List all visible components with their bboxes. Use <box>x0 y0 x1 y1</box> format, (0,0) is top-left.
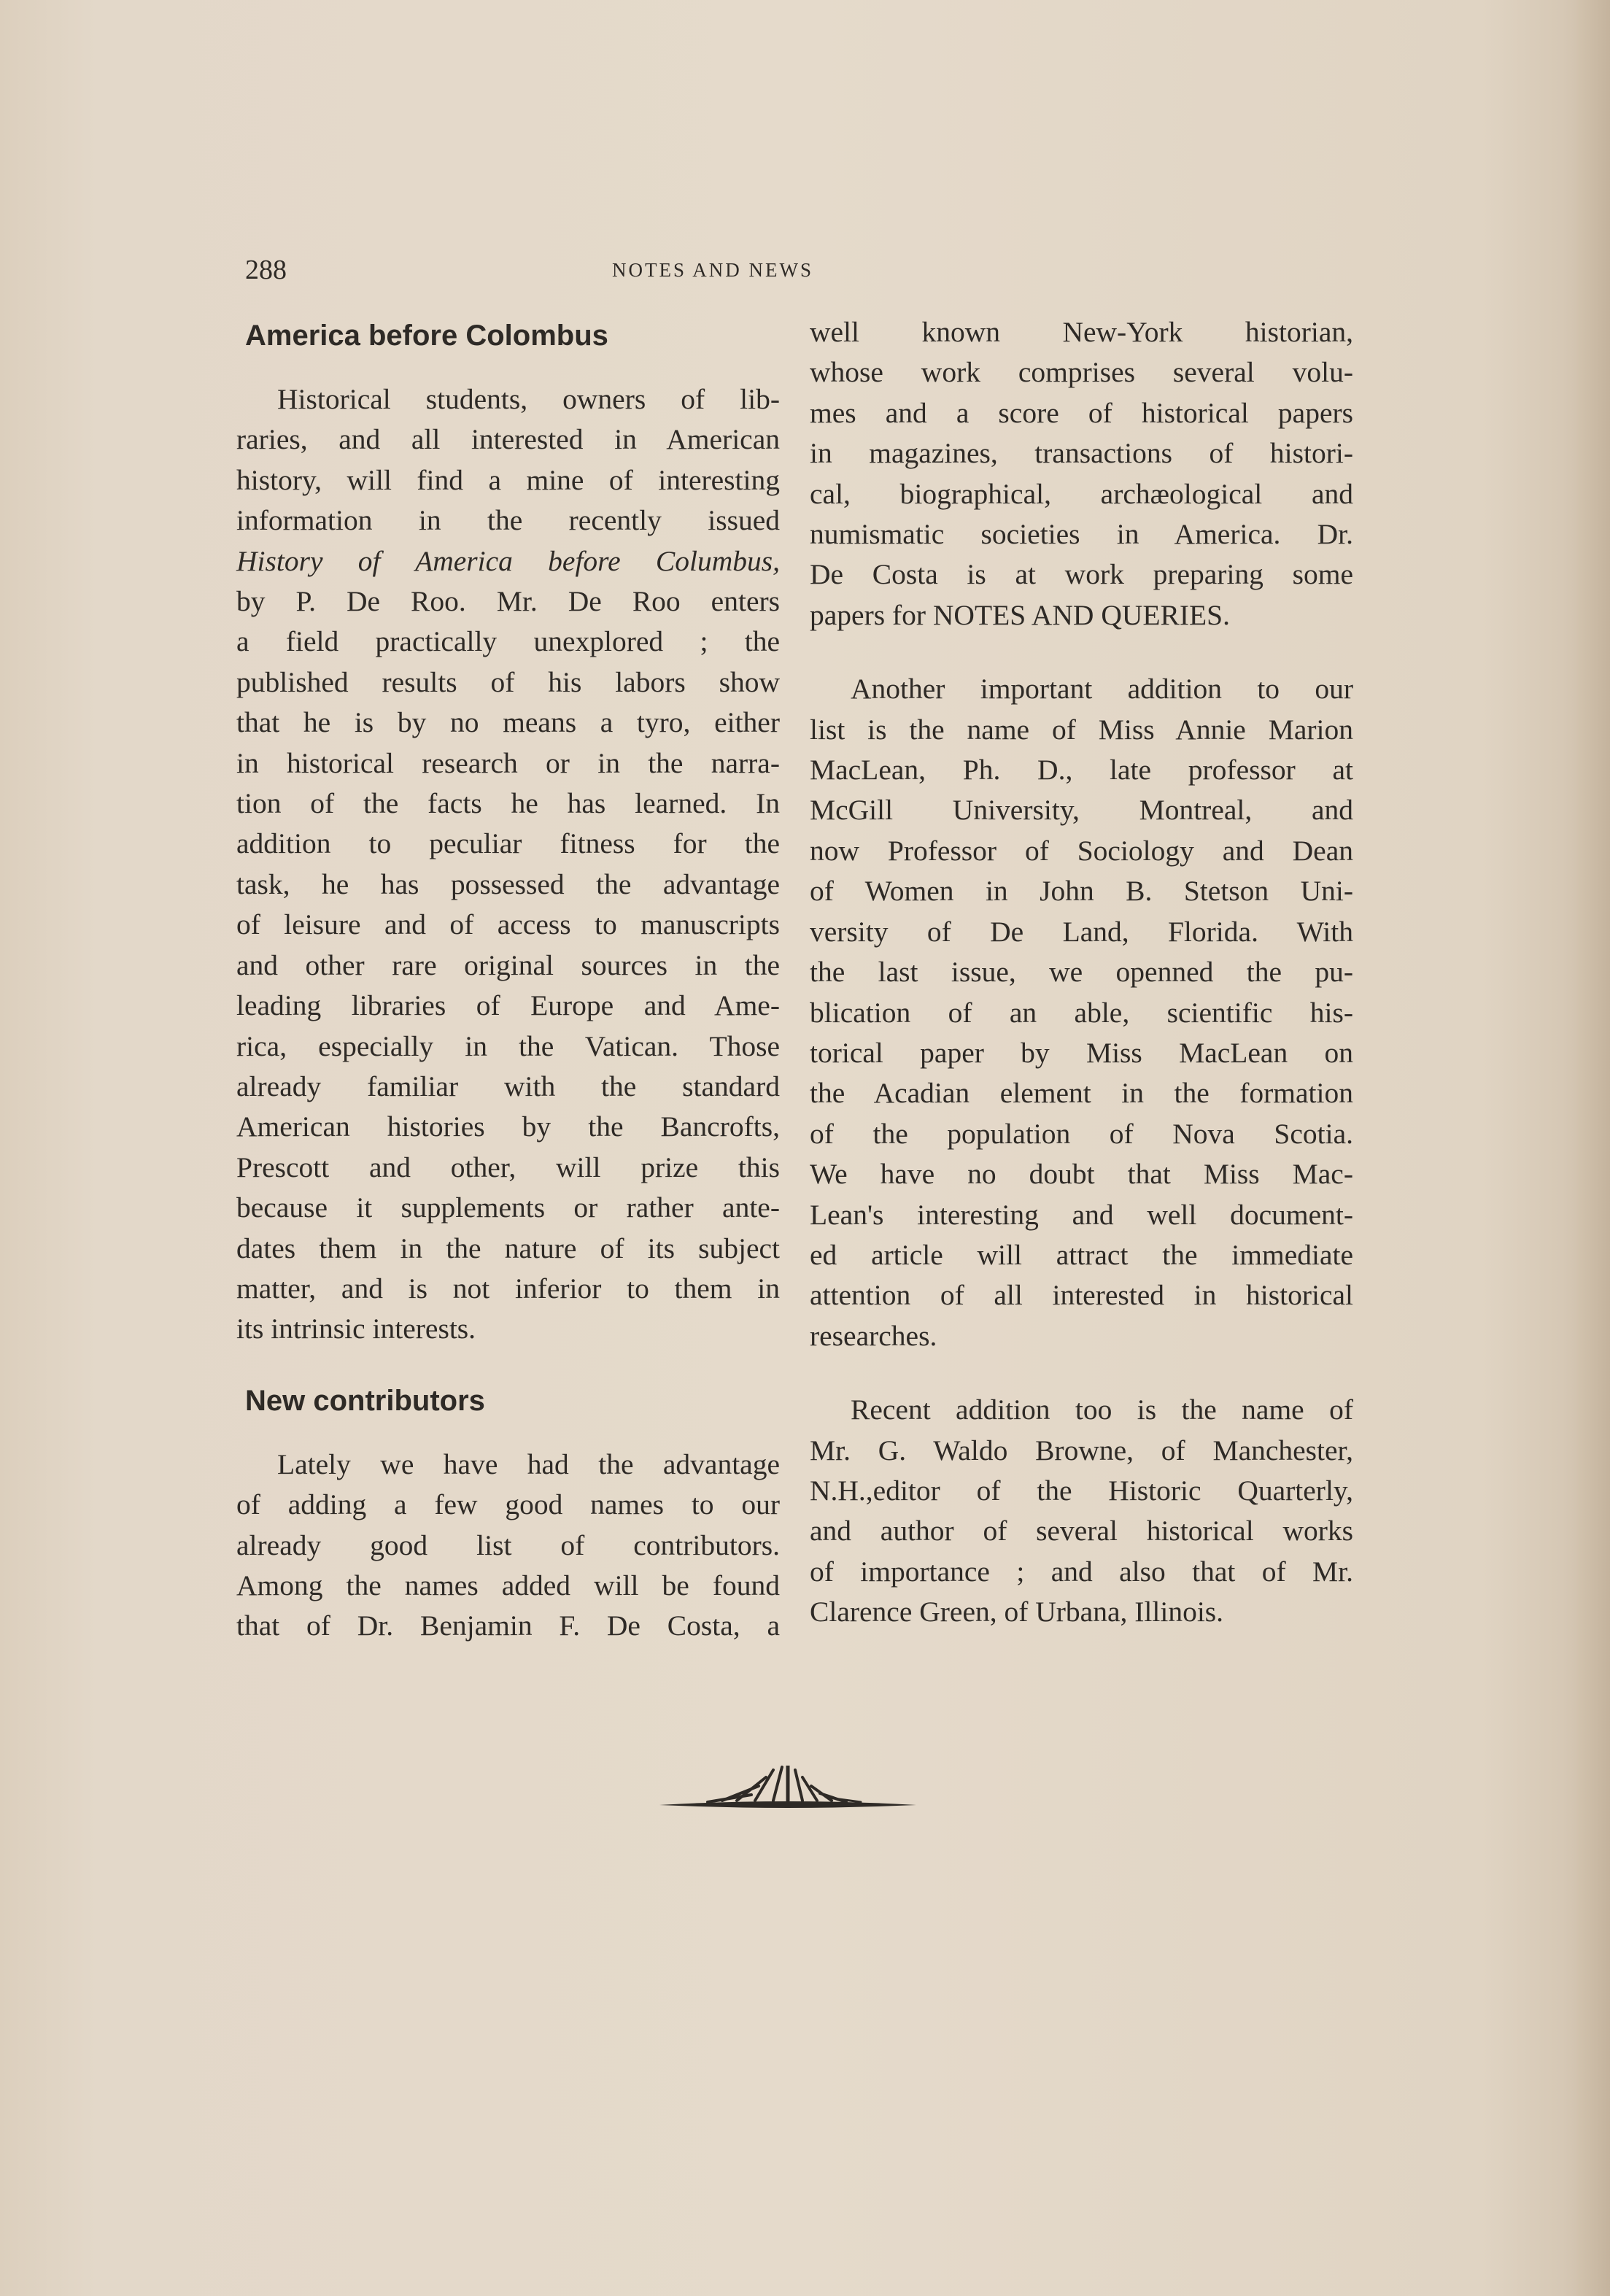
running-title: NOTES AND NEWS <box>612 259 813 281</box>
text-line: of Women in John B. Stetson Uni- <box>810 875 1353 908</box>
text-line: De Costa is at work preparing some <box>810 558 1353 591</box>
text-line: and author of several historical works <box>810 1515 1353 1547</box>
text-line: that he is by no means a tyro, either <box>236 706 780 739</box>
text-line: attention of all interested in historical <box>810 1279 1353 1312</box>
text-line: Mr. G. Waldo Browne, of Manchester, <box>810 1434 1353 1466</box>
text-line: mes and a score of historical papers <box>810 396 1353 429</box>
text-line: well known New-York historian, <box>810 316 1353 348</box>
paragraph-de-costa <box>810 312 1353 635</box>
spacer <box>810 635 1353 669</box>
text-line: task, he has possessed the advantage <box>236 867 780 900</box>
text-line: the Acadian element in the formation <box>810 1077 1353 1110</box>
paragraph-maclean <box>810 669 1353 1356</box>
text-line: Among the names added will be found <box>236 1569 780 1601</box>
text-line: of leisure and of access to manuscripts <box>236 908 780 941</box>
text-line: Prescott and other, will prize this <box>236 1151 780 1183</box>
running-header <box>245 252 1370 287</box>
text-line: numismatic societies in America. Dr. <box>810 518 1353 551</box>
paragraph-america-before-colombus <box>236 379 780 1350</box>
text-line: information in the recently issued <box>236 504 780 537</box>
text-line: a field practically unexplored ; the <box>236 625 780 658</box>
text-line: in historical research or in the narra- <box>236 746 780 779</box>
text-line: raries, and all interested in American <box>236 423 780 456</box>
text-line: of adding a few good names to our <box>236 1488 780 1521</box>
text-line: Lately we have had the advantage <box>277 1447 780 1480</box>
text-line: torical paper by Miss MacLean on <box>810 1036 1353 1069</box>
spacer <box>810 1356 1353 1390</box>
text-line: of the population of Nova Scotia. <box>810 1117 1353 1150</box>
text-line: cal, biographical, archæological and <box>810 477 1353 510</box>
text-line: now Professor of Sociology and Dean <box>810 834 1353 867</box>
text-line: history, will find a mine of interesting <box>236 463 780 496</box>
text-line: Lean's interesting and well document- <box>810 1198 1353 1231</box>
text-line: versity of De Land, Florida. With <box>810 915 1353 948</box>
text-line: and other rare original sources in the <box>236 948 780 981</box>
text-line: ed article will attract the immediate <box>810 1238 1353 1271</box>
text-line: matter, and is not inferior to them in <box>236 1272 780 1304</box>
text-line: list is the name of Miss Annie Marion <box>810 713 1353 746</box>
text-line: Clarence Green, of Urbana, Illinois. <box>810 1596 1224 1628</box>
page-edge <box>1576 0 1610 2296</box>
left-column <box>236 312 780 1647</box>
text-line: already familiar with the standard <box>236 1070 780 1102</box>
section-heading-america-before-colombus: America before Colombus <box>245 320 608 352</box>
text-line: Historical students, owners of lib- <box>277 383 780 415</box>
text-line: researches. <box>810 1319 937 1352</box>
text-line: published results of his labors show <box>236 665 780 698</box>
text-line: already good list of contributors. <box>236 1528 780 1561</box>
paragraph-browne-green <box>810 1390 1353 1632</box>
text-line: Recent addition too is the name of <box>851 1394 1353 1426</box>
text-line: MacLean, Ph. D., late professor at <box>810 754 1353 786</box>
text-line: of importance ; and also that of Mr. <box>810 1555 1353 1588</box>
text-line: We have no doubt that Miss Mac- <box>810 1158 1353 1191</box>
text-line: American histories by the Bancrofts, <box>236 1110 780 1143</box>
text-line: N.H.,editor of the Historic Quarterly, <box>810 1474 1353 1507</box>
text-line: Another important addition to our <box>851 673 1353 706</box>
section-heading-new-contributors: New contributors <box>245 1384 485 1417</box>
text-line: blication of an able, scientific his- <box>810 996 1353 1029</box>
paragraph-new-contributors <box>236 1445 780 1647</box>
text-line: addition to peculiar fitness for the <box>236 827 780 860</box>
text-line: papers for NOTES AND QUERIES. <box>810 598 1230 631</box>
right-column <box>810 312 1353 1633</box>
text-line: leading libraries of Europe and Ame- <box>236 989 780 1022</box>
sunburst-ornament-icon <box>657 1766 919 1817</box>
text-line: McGill University, Montreal, and <box>810 794 1353 827</box>
text-line: whose work comprises several volu- <box>810 356 1353 389</box>
text-line: tion of the facts he has learned. In <box>236 787 780 820</box>
text-line: that of Dr. Benjamin F. De Costa, a <box>236 1609 780 1642</box>
text-line: in magazines, transactions of histori- <box>810 437 1353 470</box>
text-line: because it supplements or rather ante- <box>236 1191 780 1224</box>
spacer <box>236 1350 780 1377</box>
text-line-book-title: History of America before Columbus, <box>236 544 780 577</box>
text-line: dates them in the nature of its subject <box>236 1232 780 1264</box>
text-line: its intrinsic interests. <box>236 1313 476 1345</box>
page-number: 288 <box>245 255 287 285</box>
text-line: the last issue, we openned the pu- <box>810 956 1353 989</box>
text-line: by P. De Roo. Mr. De Roo enters <box>236 585 780 618</box>
text-line: rica, especially in the Vatican. Those <box>236 1029 780 1062</box>
